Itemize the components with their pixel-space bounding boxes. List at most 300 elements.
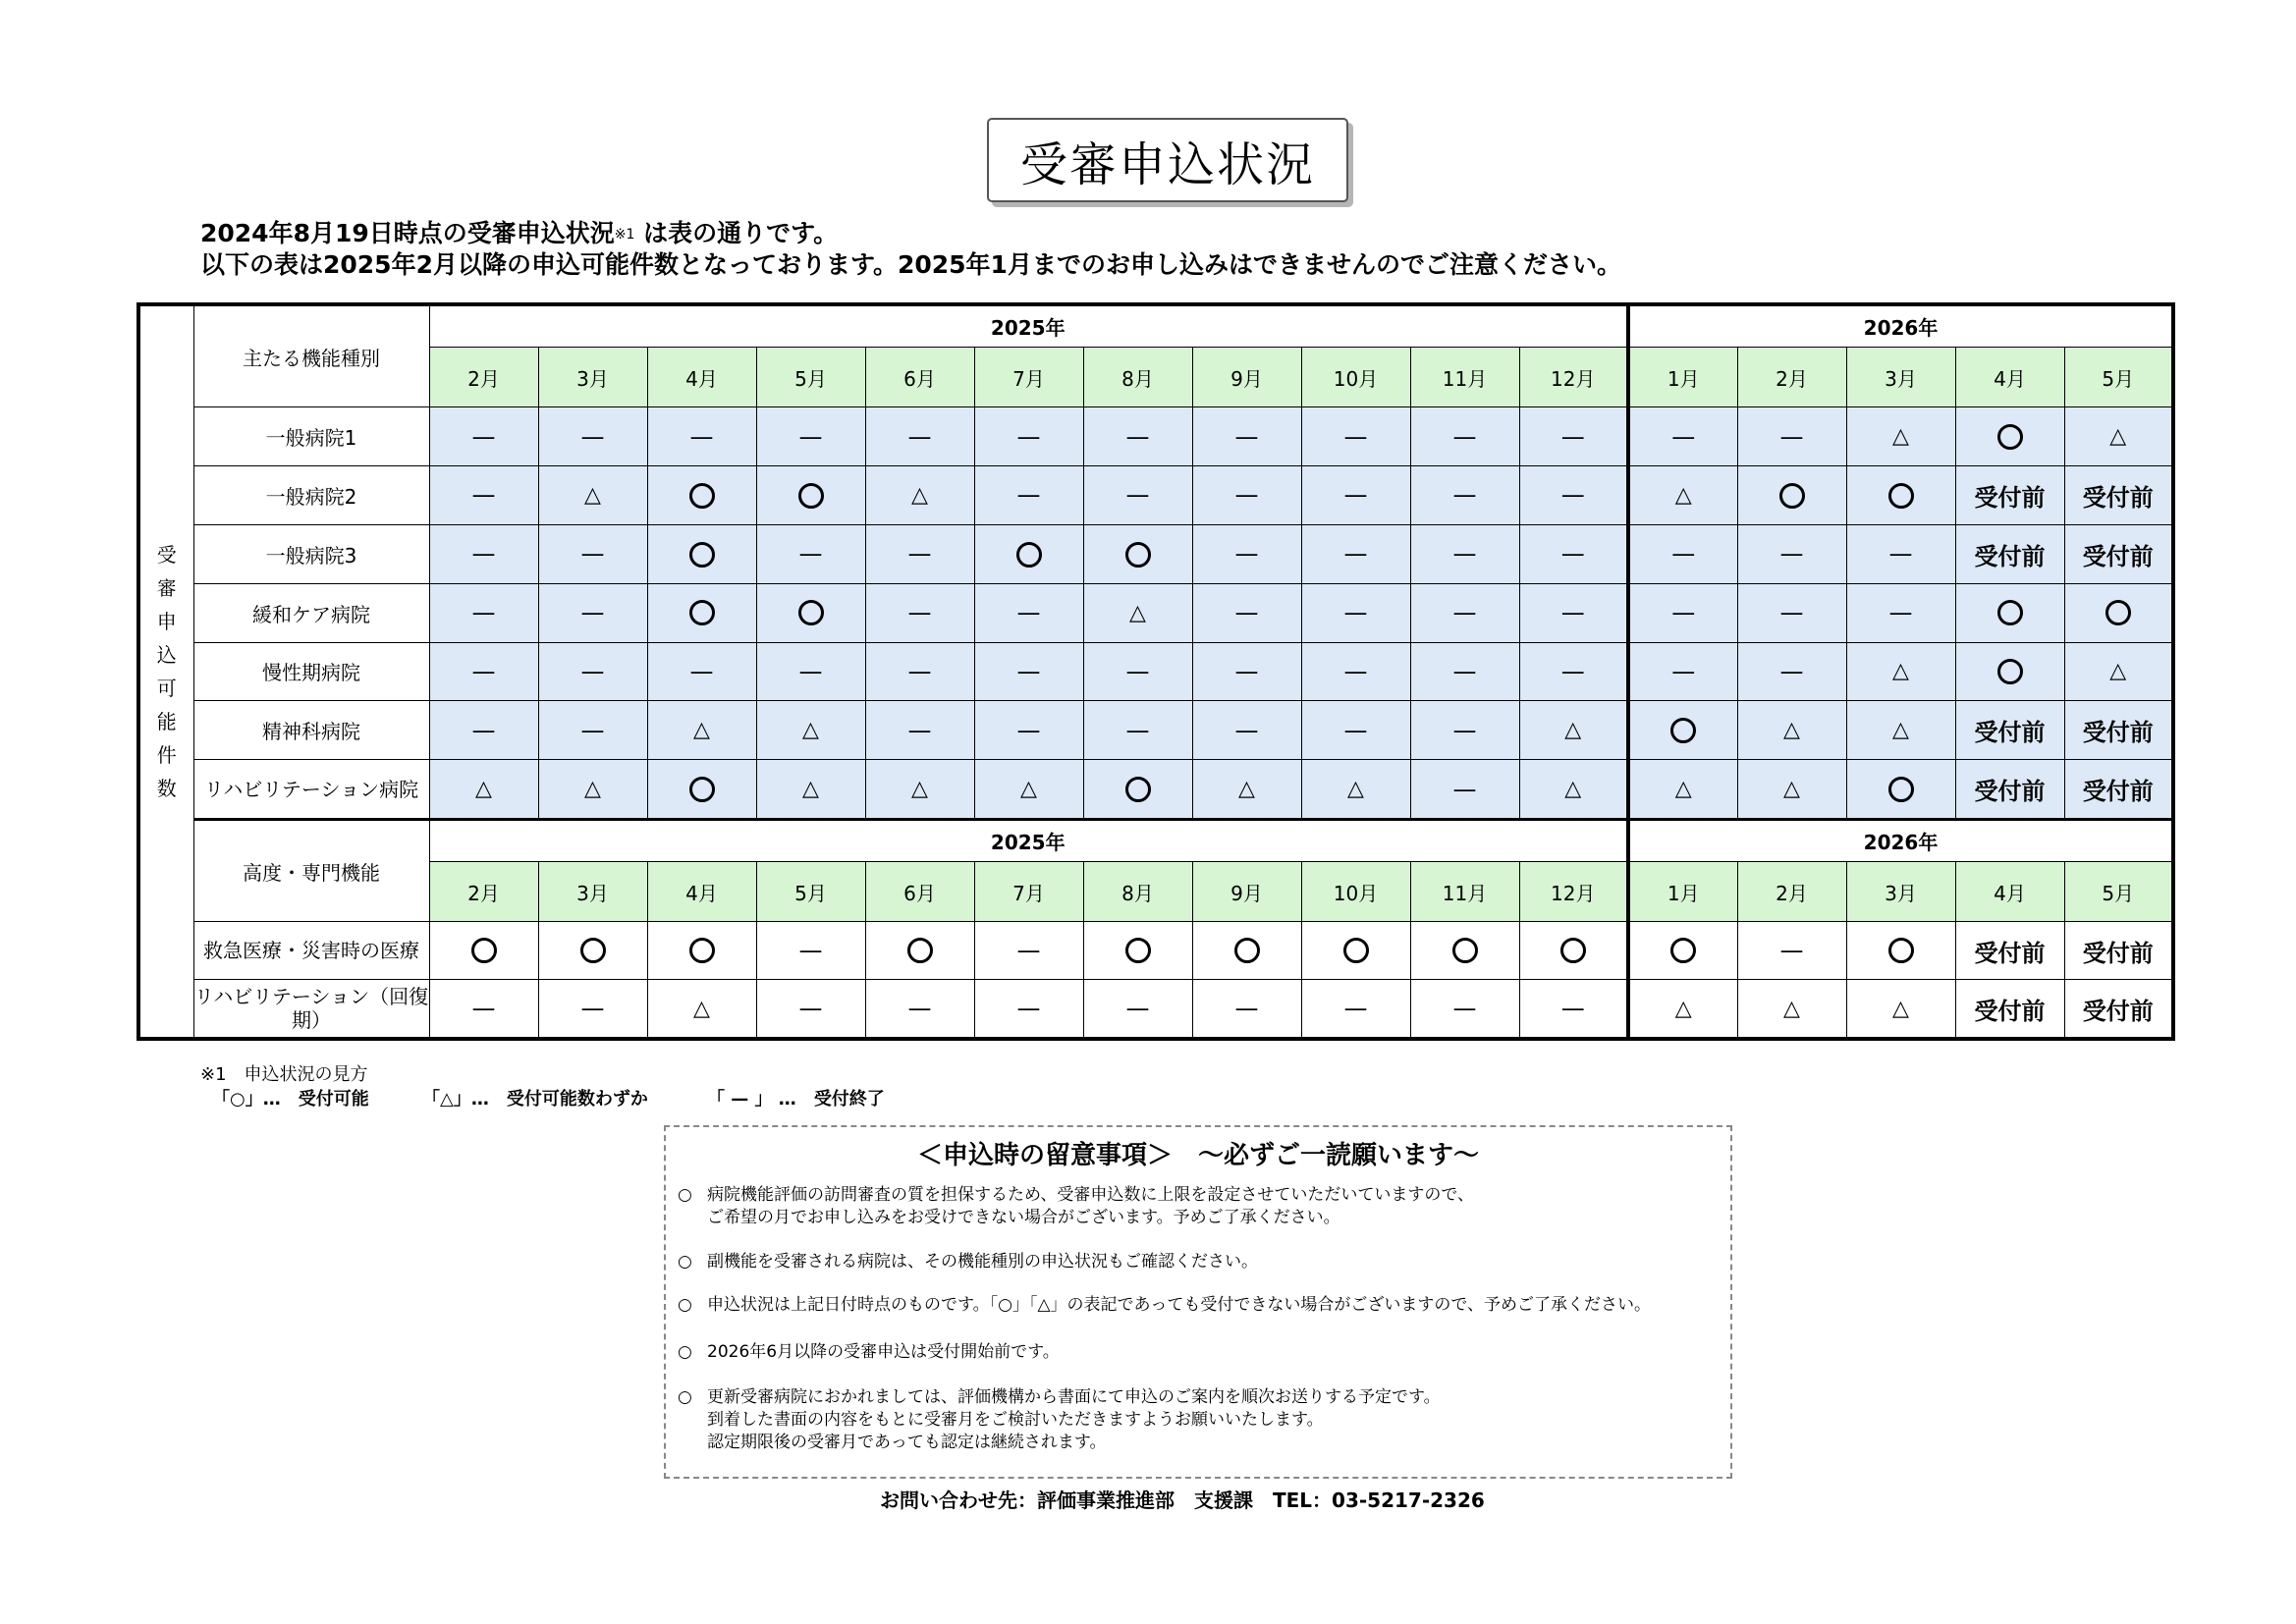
status-cell: [538, 642, 647, 701]
status-cell: [429, 760, 538, 820]
month-header: 4月: [1955, 862, 2064, 922]
status-cell: [1737, 407, 1846, 466]
triangle-icon: △: [693, 718, 710, 743]
status-cell: [1083, 524, 1192, 583]
status-cell: [756, 466, 865, 525]
status-cell: [1846, 466, 1955, 525]
dash-icon: —: [1125, 716, 1150, 744]
status-cell: [974, 466, 1083, 525]
dash-icon: —: [1016, 995, 1041, 1022]
triangle-icon: △: [802, 718, 819, 743]
dash-icon: —: [1234, 657, 1259, 685]
status-cell: [1519, 760, 1628, 820]
status-cell: [1192, 407, 1301, 466]
dash-icon: —: [907, 540, 932, 568]
triangle-icon: △: [1238, 777, 1255, 802]
month-header: 11月: [1410, 862, 1519, 922]
status-cell: [756, 583, 865, 642]
triangle-icon: △: [2109, 424, 2127, 450]
circle-icon: [1670, 938, 1696, 963]
status-cell: [1410, 701, 1519, 760]
triangle-icon: △: [911, 777, 928, 802]
month-header: 5月: [2064, 862, 2173, 922]
circle-icon: [1997, 659, 2023, 684]
status-cell: [974, 642, 1083, 701]
vertical-label: [138, 304, 193, 1039]
status-cell: [1519, 524, 1628, 583]
status-cell: [1301, 583, 1410, 642]
status-cell: [1846, 524, 1955, 583]
bullet-circle-icon: ○: [678, 1185, 692, 1205]
dash-icon: —: [1671, 657, 1696, 685]
status-cell: [1846, 760, 1955, 820]
dash-icon: —: [1016, 937, 1041, 965]
status-cell: [538, 760, 647, 820]
dash-icon: —: [1452, 657, 1477, 685]
dash-icon: —: [1016, 481, 1041, 510]
triangle-icon: △: [1892, 996, 1909, 1021]
month-header: 9月: [1192, 862, 1301, 922]
month-header: 5月: [2064, 348, 2173, 407]
month-header: 3月: [538, 862, 647, 922]
dash-icon: —: [1234, 540, 1259, 568]
status-cell: [1192, 524, 1301, 583]
status-cell: [756, 642, 865, 701]
status-cell: [538, 922, 647, 980]
dash-icon: —: [580, 422, 605, 451]
bullet-circle-icon: ○: [678, 1387, 692, 1407]
status-cell: [1846, 922, 1955, 980]
month-header: 8月: [1083, 862, 1192, 922]
status-cell: [865, 701, 974, 760]
row-label: 慢性期病院: [193, 642, 429, 701]
status-cell: [1846, 407, 1955, 466]
notice-item: [678, 1294, 1651, 1317]
dash-icon: —: [1452, 599, 1477, 627]
status-cell: [1737, 701, 1846, 760]
status-cell: [647, 466, 756, 525]
legend-note: ※1 申込状況の見方: [200, 1064, 368, 1085]
month-header: 4月: [647, 862, 756, 922]
circle-icon: [1125, 777, 1151, 802]
status-text: 受付前: [2082, 542, 2154, 570]
status-cell: [1628, 980, 1737, 1039]
dash-icon: —: [1125, 422, 1150, 451]
status-cell: [1955, 922, 2064, 980]
row-label: 一般病院3: [193, 524, 429, 583]
month-header: 6月: [865, 348, 974, 407]
section-header: 高度・専門機能: [193, 820, 429, 922]
status-text: 受付前: [2082, 778, 2154, 806]
status-cell: [647, 524, 756, 583]
status-cell: [865, 980, 974, 1039]
triangle-icon: △: [2109, 659, 2127, 684]
month-header: 6月: [865, 862, 974, 922]
dash-icon: —: [798, 937, 823, 965]
dash-icon: —: [1560, 540, 1585, 568]
month-header: 3月: [1846, 862, 1955, 922]
triangle-icon: △: [1892, 718, 1909, 743]
bullet-circle-icon: ○: [678, 1295, 692, 1315]
dash-icon: —: [907, 599, 932, 627]
status-cell: [2064, 701, 2173, 760]
status-cell: [1846, 642, 1955, 701]
dash-icon: —: [1343, 995, 1368, 1022]
status-cell: [756, 701, 865, 760]
dash-icon: —: [798, 540, 823, 568]
status-text: 受付前: [1974, 719, 2046, 747]
status-text: 受付前: [2082, 483, 2154, 512]
status-cell: [429, 583, 538, 642]
circle-icon: [1888, 777, 1914, 802]
circle-icon: [580, 938, 606, 963]
row-label: 緩和ケア病院: [193, 583, 429, 642]
status-text: 受付前: [1974, 483, 2046, 512]
status-cell: [538, 524, 647, 583]
dash-icon: —: [580, 995, 605, 1022]
dash-icon: —: [907, 716, 932, 744]
status-cell: [429, 466, 538, 525]
dash-icon: —: [580, 540, 605, 568]
dash-icon: —: [907, 657, 932, 685]
status-cell: [647, 701, 756, 760]
status-cell: [1628, 701, 1737, 760]
circle-icon: [1779, 483, 1805, 509]
triangle-icon: △: [584, 777, 601, 802]
row-label: 救急医療・災害時の医療: [193, 922, 429, 980]
legend-item-circle: 「○」… 受付可能: [212, 1089, 369, 1110]
dash-icon: —: [1888, 599, 1913, 627]
dash-icon: —: [1560, 995, 1585, 1022]
status-cell: [1083, 701, 1192, 760]
notice-line: 到着した書面の内容をもとに受審月をご検討いただきますようお願いいたします。: [707, 1410, 1324, 1430]
status-cell: [1519, 980, 1628, 1039]
status-cell: [1628, 407, 1737, 466]
year-header: 2025年: [429, 820, 1628, 862]
status-text: 受付前: [1974, 939, 2046, 967]
triangle-icon: △: [1674, 777, 1692, 802]
application-status-table: [137, 302, 2175, 1041]
status-cell: [974, 922, 1083, 980]
status-cell: [1519, 701, 1628, 760]
month-header: 10月: [1301, 862, 1410, 922]
circle-icon: [1016, 542, 1042, 568]
status-cell: [1519, 583, 1628, 642]
dash-icon: —: [1560, 481, 1585, 510]
triangle-icon: △: [475, 777, 492, 802]
page-title: 受審申込状況: [987, 118, 1348, 202]
status-cell: [865, 922, 974, 980]
status-cell: [1410, 922, 1519, 980]
dash-icon: —: [1452, 775, 1477, 803]
status-cell: [1301, 980, 1410, 1039]
notice-line: 病院機能評価の訪問審査の質を担保するため、受審申込数に上限を設定させていただいていますので、: [707, 1185, 1474, 1205]
notice-line: ご希望の月でお申し込みをお受けできない場合がございます。予めご了承ください。: [707, 1208, 1340, 1227]
section-header: 主たる機能種別: [193, 304, 429, 407]
month-header: 9月: [1192, 348, 1301, 407]
status-cell: [756, 760, 865, 820]
status-cell: [1083, 466, 1192, 525]
dash-icon: —: [471, 422, 496, 451]
circle-icon: [689, 938, 715, 963]
dash-icon: —: [1779, 540, 1804, 568]
row-label: リハビリテーション病院: [193, 760, 429, 820]
status-cell: [429, 922, 538, 980]
dash-icon: —: [580, 657, 605, 685]
dash-icon: —: [1452, 422, 1477, 451]
month-header: 2月: [429, 348, 538, 407]
status-cell: [1519, 466, 1628, 525]
status-cell: [2064, 642, 2173, 701]
month-header: 4月: [647, 348, 756, 407]
dash-icon: —: [1452, 540, 1477, 568]
dash-icon: —: [1452, 716, 1477, 744]
month-header: 8月: [1083, 348, 1192, 407]
dash-icon: —: [1343, 422, 1368, 451]
circle-icon: [907, 938, 933, 963]
dash-icon: —: [1779, 422, 1804, 451]
status-cell: [647, 583, 756, 642]
circle-icon: [689, 600, 715, 625]
status-cell: [538, 701, 647, 760]
legend-item-dash: 「 — 」 … 受付終了: [707, 1089, 885, 1110]
status-cell: [1628, 524, 1737, 583]
dash-icon: —: [471, 657, 496, 685]
dash-icon: —: [798, 422, 823, 451]
circle-icon: [1997, 600, 2023, 625]
triangle-icon: △: [911, 482, 928, 508]
month-header: 11月: [1410, 348, 1519, 407]
bullet-circle-icon: ○: [678, 1252, 692, 1272]
circle-icon: [798, 600, 824, 625]
circle-icon: [798, 483, 824, 509]
triangle-icon: △: [1129, 600, 1146, 625]
status-cell: [1301, 701, 1410, 760]
status-cell: [1083, 980, 1192, 1039]
row-label: リハビリテーション（回復期）: [193, 980, 429, 1039]
dash-icon: —: [1234, 422, 1259, 451]
status-cell: [1628, 642, 1737, 701]
intro-tail: は表の通りです。: [634, 219, 839, 247]
status-cell: [647, 642, 756, 701]
month-header: 12月: [1519, 862, 1628, 922]
dash-icon: —: [471, 481, 496, 510]
status-cell: [1192, 701, 1301, 760]
dash-icon: —: [1560, 599, 1585, 627]
status-cell: [1955, 524, 2064, 583]
status-cell: [1410, 760, 1519, 820]
circle-icon: [1343, 938, 1369, 963]
status-cell: [2064, 583, 2173, 642]
status-cell: [1737, 980, 1846, 1039]
month-header: 7月: [974, 348, 1083, 407]
status-cell: [1955, 701, 2064, 760]
status-cell: [1737, 760, 1846, 820]
status-cell: [2064, 407, 2173, 466]
intro-line-2: 以下の表は2025年2月以降の申込可能件数となっております。2025年1月までのお申し込みはできませんのでご注意ください。: [200, 250, 1621, 279]
dash-icon: —: [1779, 657, 1804, 685]
dash-icon: —: [907, 995, 932, 1022]
status-cell: [2064, 922, 2173, 980]
circle-icon: [1125, 938, 1151, 963]
circle-icon: [1452, 938, 1478, 963]
dash-icon: —: [1125, 995, 1150, 1022]
dash-icon: —: [1779, 937, 1804, 965]
status-cell: [538, 407, 647, 466]
status-cell: [865, 407, 974, 466]
status-cell: [756, 407, 865, 466]
dash-icon: —: [471, 599, 496, 627]
status-cell: [974, 407, 1083, 466]
dash-icon: —: [1888, 540, 1913, 568]
status-cell: [756, 980, 865, 1039]
month-header: 2月: [1737, 348, 1846, 407]
status-cell: [1083, 407, 1192, 466]
dash-icon: —: [471, 995, 496, 1022]
circle-icon: [2105, 600, 2131, 625]
circle-icon: [1125, 542, 1151, 568]
status-cell: [538, 980, 647, 1039]
dash-icon: —: [1234, 716, 1259, 744]
triangle-icon: △: [1674, 482, 1692, 508]
status-cell: [756, 524, 865, 583]
month-header: 10月: [1301, 348, 1410, 407]
status-cell: [974, 980, 1083, 1039]
dash-icon: —: [1016, 716, 1041, 744]
status-cell: [1192, 760, 1301, 820]
status-cell: [756, 922, 865, 980]
status-cell: [1083, 642, 1192, 701]
status-cell: [2064, 760, 2173, 820]
status-cell: [1410, 466, 1519, 525]
dash-icon: —: [1452, 995, 1477, 1022]
notice-line: 申込状況は上記日付時点のものです。「○」「△」の表記であっても受付できない場合がございますので、予めご了承ください。: [707, 1295, 1652, 1315]
month-header: 1月: [1628, 348, 1737, 407]
dash-icon: —: [798, 657, 823, 685]
status-cell: [1410, 524, 1519, 583]
notice-box: [664, 1125, 1732, 1479]
dash-icon: —: [1343, 540, 1368, 568]
status-cell: [974, 583, 1083, 642]
status-cell: [865, 583, 974, 642]
dash-icon: —: [580, 599, 605, 627]
dash-icon: —: [471, 540, 496, 568]
notice-item: [678, 1341, 1060, 1364]
dash-icon: —: [1560, 422, 1585, 451]
dash-icon: —: [1234, 481, 1259, 510]
dash-icon: —: [1779, 599, 1804, 627]
dash-icon: —: [1016, 599, 1041, 627]
circle-icon: [1670, 718, 1696, 743]
intro-footnote-mark: ※1: [614, 227, 635, 243]
status-cell: [865, 760, 974, 820]
intro-line-1: [200, 214, 838, 249]
status-cell: [1628, 466, 1737, 525]
triangle-icon: △: [1564, 777, 1582, 802]
status-cell: [1410, 980, 1519, 1039]
month-header: 5月: [756, 348, 865, 407]
status-cell: [1955, 583, 2064, 642]
status-cell: [865, 524, 974, 583]
triangle-icon: △: [1892, 424, 1909, 450]
dash-icon: —: [1671, 540, 1696, 568]
dash-icon: —: [1343, 716, 1368, 744]
triangle-icon: △: [802, 777, 819, 802]
circle-icon: [689, 542, 715, 568]
dash-icon: —: [1671, 422, 1696, 451]
dash-icon: —: [798, 995, 823, 1022]
year-header: 2026年: [1628, 820, 2173, 862]
triangle-icon: △: [1783, 777, 1800, 802]
status-cell: [538, 583, 647, 642]
status-cell: [429, 980, 538, 1039]
dash-icon: —: [907, 422, 932, 451]
status-cell: [429, 407, 538, 466]
status-cell: [1083, 583, 1192, 642]
status-text: 受付前: [1974, 997, 2046, 1025]
status-cell: [1955, 980, 2064, 1039]
notice-line: 2026年6月以降の受審申込は受付開始前です。: [707, 1342, 1060, 1362]
status-cell: [1737, 524, 1846, 583]
notice-item: [678, 1184, 1474, 1229]
status-cell: [1846, 980, 1955, 1039]
status-cell: [1628, 760, 1737, 820]
triangle-icon: △: [1347, 777, 1364, 802]
status-cell: [1955, 760, 2064, 820]
dash-icon: —: [471, 716, 496, 744]
status-text: 受付前: [2082, 939, 2154, 967]
triangle-icon: △: [1020, 777, 1037, 802]
notice-item: [678, 1386, 1441, 1454]
status-text: 受付前: [1974, 778, 2046, 806]
row-label: 一般病院2: [193, 466, 429, 525]
dash-icon: —: [1125, 481, 1150, 510]
status-cell: [1301, 642, 1410, 701]
status-cell: [974, 760, 1083, 820]
dash-icon: —: [1234, 995, 1259, 1022]
month-header: 4月: [1955, 348, 2064, 407]
vertical-label-text: 受審申込可能件数: [156, 543, 177, 800]
status-cell: [2064, 980, 2173, 1039]
status-cell: [1083, 760, 1192, 820]
dash-icon: —: [1016, 657, 1041, 685]
status-cell: [1301, 524, 1410, 583]
status-cell: [1410, 642, 1519, 701]
status-cell: [1301, 466, 1410, 525]
month-header: 5月: [756, 862, 865, 922]
status-cell: [1519, 922, 1628, 980]
status-cell: [865, 642, 974, 701]
triangle-icon: △: [584, 482, 601, 508]
month-header: 2月: [429, 862, 538, 922]
legend-item-triangle: 「△」… 受付可能数わずか: [422, 1089, 648, 1110]
status-cell: [865, 466, 974, 525]
status-cell: [1628, 922, 1737, 980]
status-cell: [1192, 980, 1301, 1039]
month-header: 12月: [1519, 348, 1628, 407]
status-cell: [1737, 642, 1846, 701]
circle-icon: [1560, 938, 1586, 963]
notice-item: [678, 1251, 1258, 1273]
month-header: 3月: [1846, 348, 1955, 407]
intro-date: 2024年8月19日時点の受審申込状況: [200, 219, 615, 247]
row-label: 精神科病院: [193, 701, 429, 760]
dash-icon: —: [1016, 422, 1041, 451]
status-cell: [1955, 407, 2064, 466]
circle-icon: [1234, 938, 1260, 963]
status-cell: [2064, 466, 2173, 525]
status-cell: [538, 466, 647, 525]
